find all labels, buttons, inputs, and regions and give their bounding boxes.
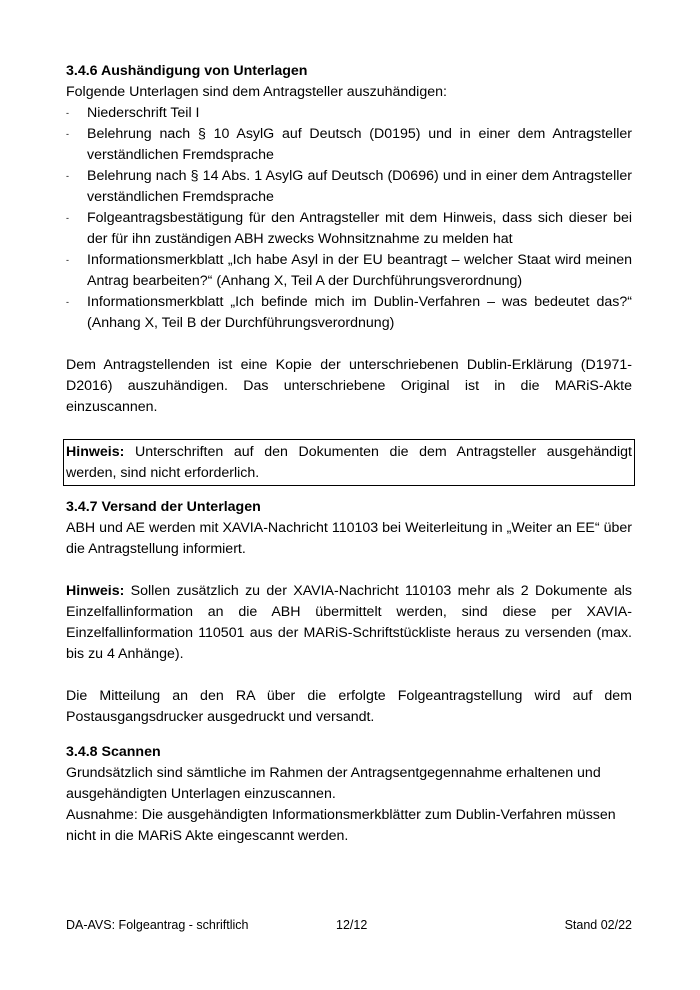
list-item: - Belehrung nach § 10 AsylG auf Deutsch (D0195) und in einer dem Antragsteller verständlichen Fremdsprache [66,124,632,166]
footer-version: Stand 02/22 [564,918,632,932]
xavia-paragraph: ABH und AE werden mit XAVIA-Nachricht 110103 bei Weiterleitung in „Weiter an EE“ über die Antragstellung informiert. [66,520,632,557]
hinweis-text: Sollen zusätzlich zu der XAVIA-Nachricht 110103 mehr als 2 Dokumente als Einzelfallinformation an die ABH übermittelt werden, sind diese per XAVIA-Einzelfallinformation 110501 aus der MARiS-Schriftstückliste heraus zu versenden (max. bis zu 4 Anhänge). [66,583,632,662]
list-item: - Informationsmerkblatt „Ich befinde mich im Dublin-Verfahren – was bedeutet das?“ (Anhang X, Teil B der Durchführungsverordnung) [66,292,632,334]
page-number: 12/12 [336,918,368,932]
section-heading-3-4-7: 3.4.7 Versand der Unterlagen [66,499,261,515]
hinweis-label: Hinweis: [66,444,125,460]
section-heading-3-4-6: 3.4.6 Aushändigung von Unterlagen [66,63,308,79]
mitteilung-paragraph: Die Mitteilung an den RA über die erfolgte Folgeantragstellung wird auf dem Postausgangsdrucker ausgedruckt und versandt. [66,688,632,725]
section-intro: Folgende Unterlagen sind dem Antragsteller auszuhändigen: [66,84,447,100]
footer-title: DA-AVS: Folgeantrag - schriftlich [66,918,249,932]
hinweis-label: Hinweis: [66,583,125,599]
hinweis-paragraph [66,581,632,665]
list-item: - Informationsmerkblatt „Ich habe Asyl in der EU beantragt – welcher Staat wird meinen Antrag bearbeiten?“ (Anhang X, Teil A der Durchführungsverordnung) [66,250,632,292]
hinweis-box [63,439,635,486]
ausnahme-paragraph: Ausnahme: Die ausgehändigten Informationsmerkblätter zum Dublin-Verfahren müssen nicht in die MARiS Akte eingescannt werden. [66,807,616,844]
scan-paragraph: Grundsätzlich sind sämtliche im Rahmen der Antragsentgegennahme erhaltenen und ausgehändigten Unterlagen einzuscannen. [66,765,601,802]
dublin-copy-paragraph: Dem Antragstellenden ist eine Kopie der unterschriebenen Dublin-Erklärung (D1971-D2016) auszuhändigen. Das unterschriebene Original ist in die MARiS-Akte einzuscannen. [66,357,632,415]
list-item: - Niederschrift Teil I [66,103,632,124]
list-item: - Folgeantragsbestätigung für den Antragsteller mit dem Hinweis, dass sich dieser bei der für ihn zuständigen ABH zwecks Wohnsitznahme zu melden hat [66,208,632,250]
page-content [66,61,632,847]
hinweis-text: Unterschriften auf den Dokumenten die dem Antragsteller ausgehändigt werden, sind nicht erforderlich. [66,444,632,481]
documents-list [66,103,632,334]
section-heading-3-4-8: 3.4.8 Scannen [66,744,161,760]
list-item: - Belehrung nach § 14 Abs. 1 AsylG auf Deutsch (D0696) und in einer dem Antragsteller verständlichen Fremdsprache [66,166,632,208]
